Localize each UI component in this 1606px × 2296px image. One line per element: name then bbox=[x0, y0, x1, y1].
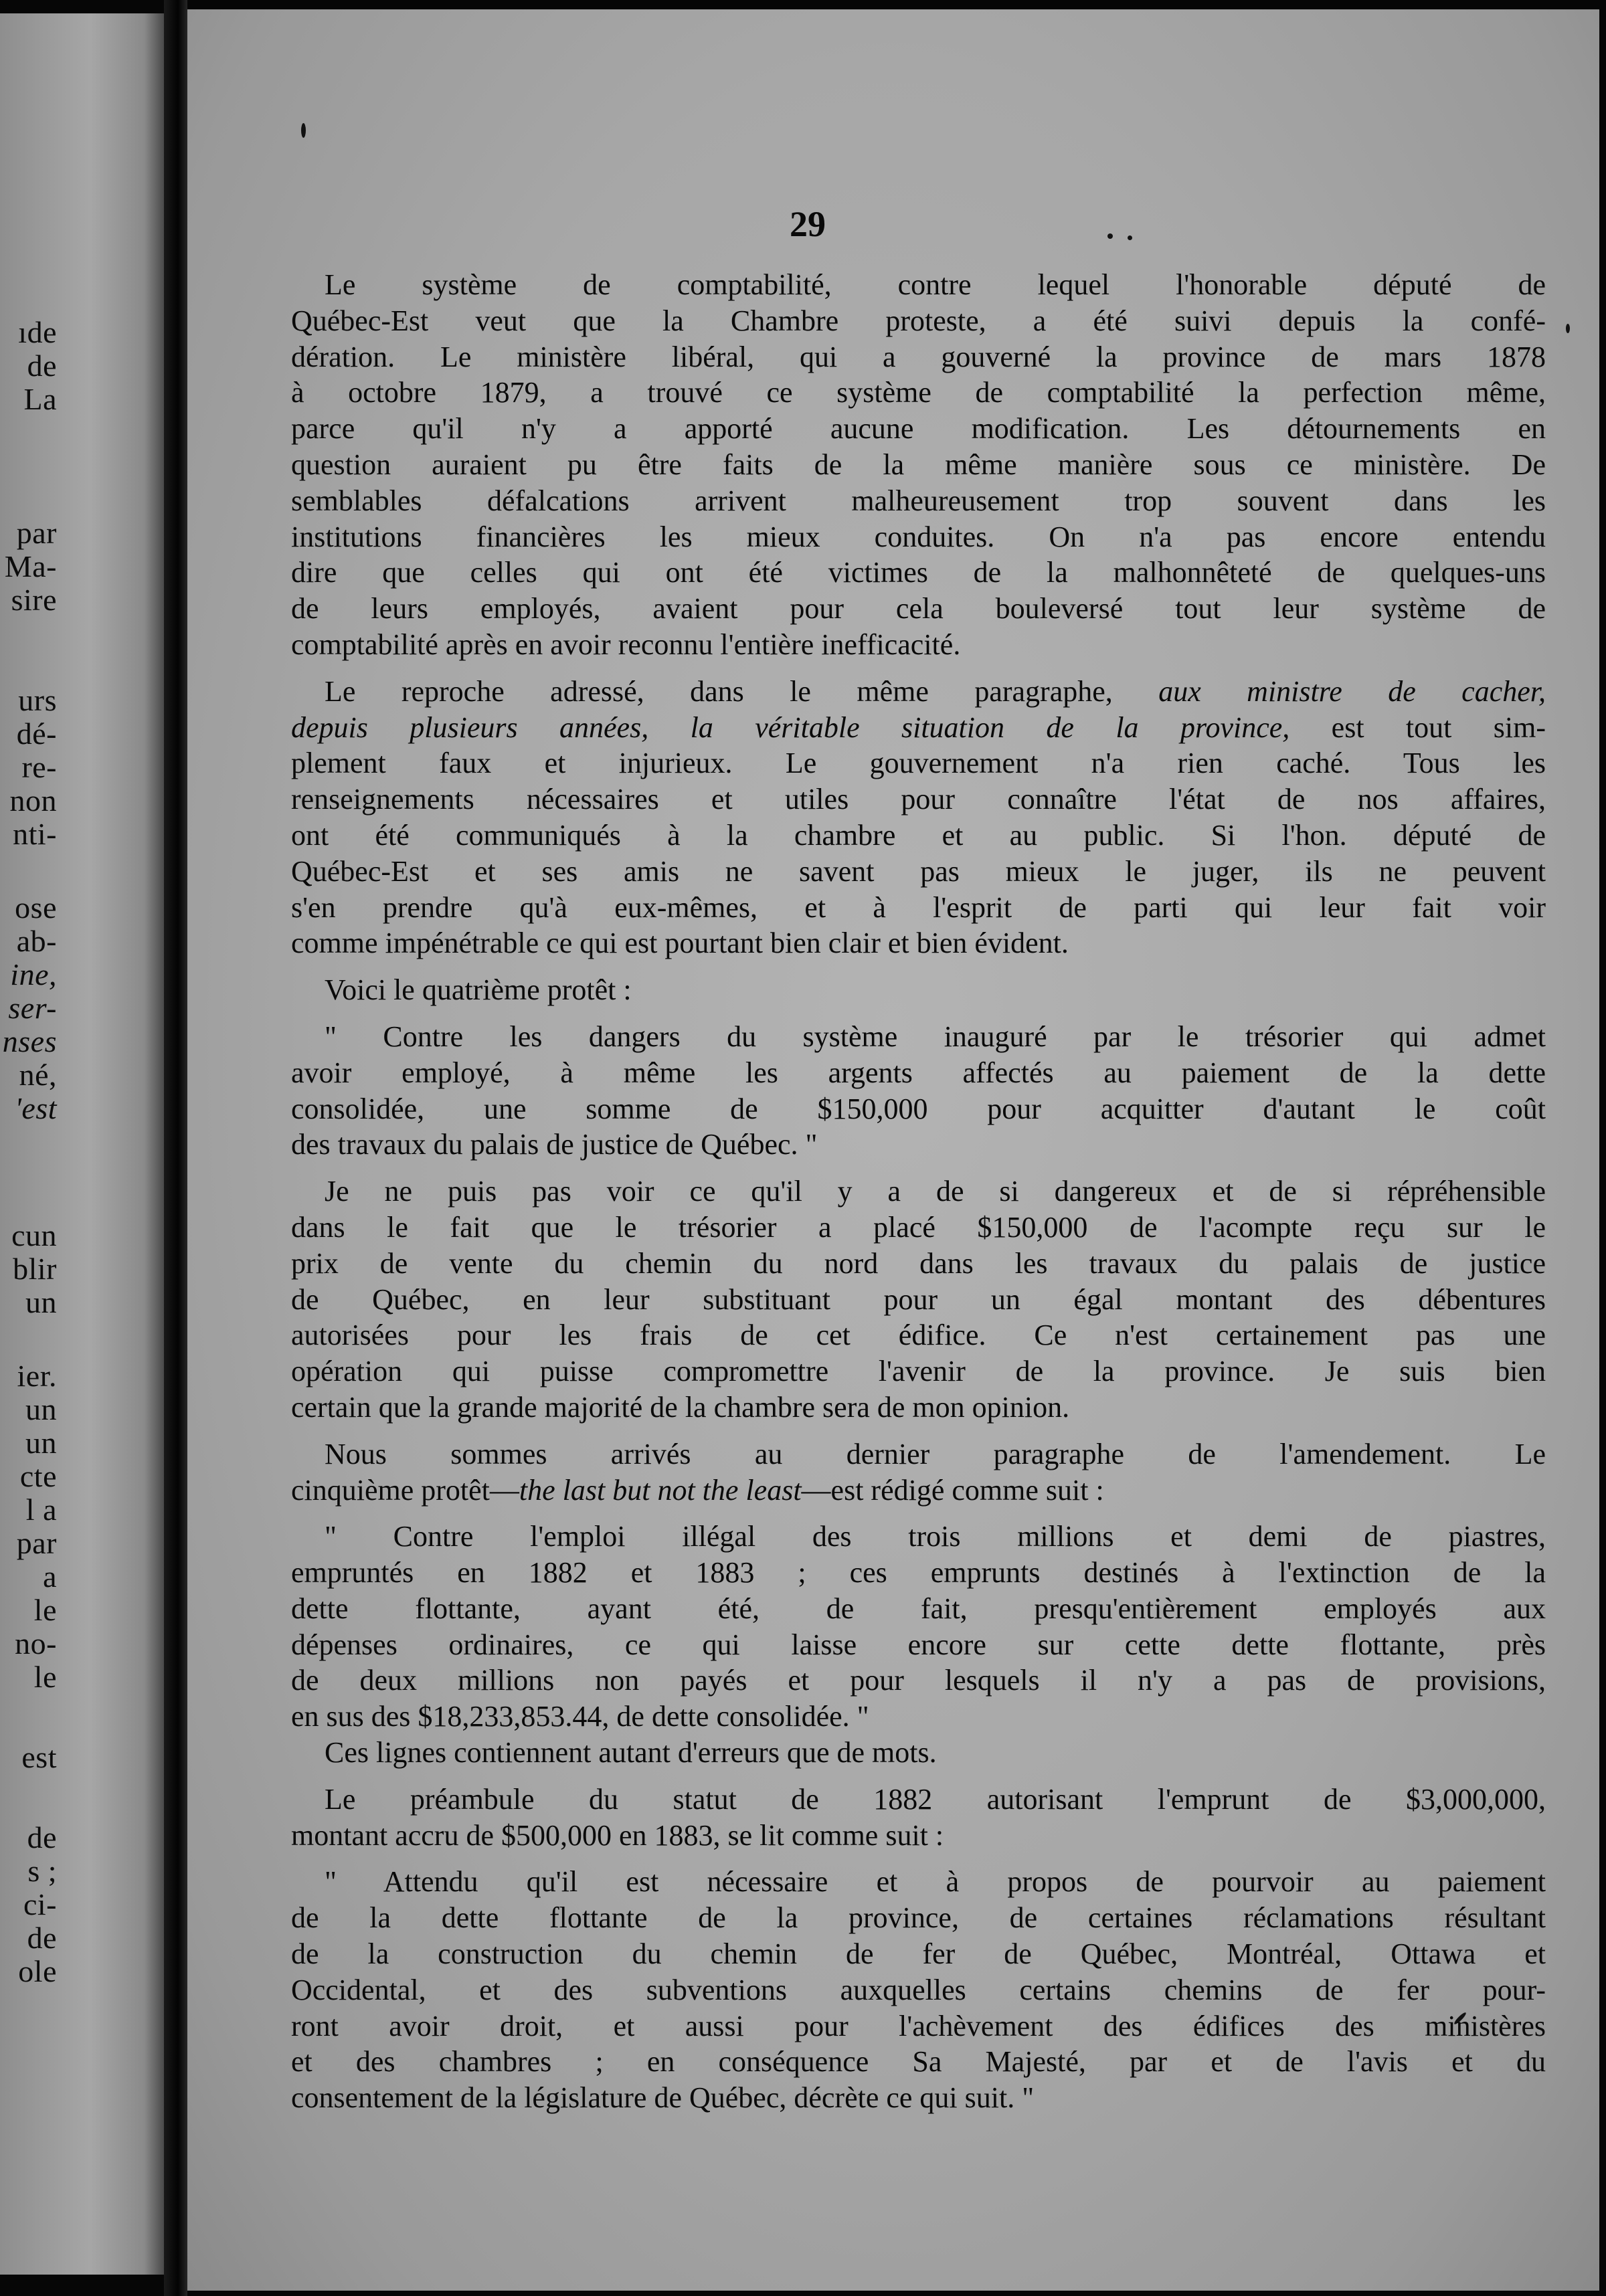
text-line: dans le fait que le trésorier a placé $150,000 de l'acompte reçu sur le bbox=[291, 1210, 1546, 1244]
text-line: " Contre l'emploi illégal des trois millions et demi de piastres, bbox=[325, 1520, 1546, 1553]
text-line: et des chambres ; en conséquence Sa Majesté, par et de l'avis et du bbox=[291, 2045, 1546, 2079]
left-page-fragment: cun bbox=[11, 1218, 57, 1252]
text-line: consentement de la législature de Québec, décrète ce qui suit. " bbox=[291, 2081, 1035, 2115]
text-line: " Contre les dangers du système inauguré par le trésorier qui admet bbox=[325, 1020, 1546, 1053]
left-page-fragment: La bbox=[23, 382, 57, 416]
left-page-fragment: un bbox=[25, 1285, 57, 1319]
text-line: ront avoir droit, et aussi pour l'achèvement des édifices des ministères bbox=[291, 2009, 1546, 2042]
text-line: Le système de comptabilité, contre lequel l'honorable député de bbox=[325, 268, 1546, 301]
page-number: 29 bbox=[790, 204, 826, 244]
left-page-fragment: nti- bbox=[13, 817, 57, 851]
left-page-fragment: de bbox=[27, 349, 57, 383]
text-line: Occidental, et des subventions auxquelles certains chemins de fer pour- bbox=[291, 1973, 1546, 2006]
speck-mark bbox=[1107, 233, 1113, 239]
text-line: Le préambule du statut de 1882 autorisant l'emprunt de $3,000,000, bbox=[325, 1782, 1546, 1816]
page-gutter bbox=[164, 0, 187, 2296]
text-line: Ces lignes contiennent autant d'erreurs que de mots. bbox=[325, 1736, 937, 1769]
left-page-fragment: l a bbox=[25, 1493, 57, 1527]
text-line: montant accru de $500,000 en 1883, se lit comme suit : bbox=[291, 1818, 944, 1852]
text-line: institutions financières les mieux conduites. On n'a pas encore entendu bbox=[291, 520, 1546, 553]
text-line: ont été communiqués à la chambre et au public. Si l'hon. député de bbox=[291, 818, 1546, 852]
left-page-fragment: né, bbox=[19, 1058, 57, 1092]
left-page-fragment: ci- bbox=[23, 1887, 57, 1921]
text-line bbox=[291, 1472, 1546, 1509]
text-line: dépenses ordinaires, ce qui laisse encore sur cette dette flottante, près bbox=[291, 1628, 1546, 1661]
main-page bbox=[187, 9, 1599, 2291]
left-page-fragment: a bbox=[43, 1559, 57, 1594]
text-span: Le reproche adressé, dans le même paragraphe, bbox=[325, 674, 1159, 708]
text-line: Québec-Est et ses amis ne savent pas mieux le juger, ils ne peuvent bbox=[291, 854, 1546, 888]
left-page-fragment: ine, bbox=[10, 957, 57, 991]
left-page-fragment: no- bbox=[15, 1626, 57, 1660]
text-line: de leurs employés, avaient pour cela bouleversé tout leur système de bbox=[291, 592, 1546, 626]
text-line bbox=[291, 710, 1546, 746]
left-page-fragment: par bbox=[16, 1526, 57, 1560]
left-page-fragment: ser- bbox=[8, 991, 57, 1025]
left-page-fragment: non bbox=[9, 783, 57, 818]
left-page-fragment: le bbox=[33, 1593, 57, 1627]
italic-text-span: depuis plusieurs années, la véritable situation de la province, bbox=[291, 710, 1290, 744]
italic-text-span: aux ministre de cacher, bbox=[1158, 674, 1546, 708]
speck-mark bbox=[1566, 324, 1570, 333]
left-page-sliver bbox=[0, 13, 164, 2275]
text-line: renseignements nécessaires et utiles pour connaître l'état de nos affaires, bbox=[291, 783, 1546, 816]
left-page-fragment: ose bbox=[15, 890, 57, 925]
text-span: —est rédigé comme suit : bbox=[801, 1473, 1104, 1507]
left-page-fragment: Ma- bbox=[4, 549, 57, 583]
text-line: question auraient pu être faits de la même manière sous ce ministère. De bbox=[291, 448, 1546, 481]
text-line: consolidée, une somme de $150,000 pour acquitter d'autant le coût bbox=[291, 1092, 1546, 1125]
speck-mark bbox=[301, 123, 306, 138]
left-page-fragment: est bbox=[21, 1740, 57, 1774]
body-text bbox=[291, 267, 1546, 2116]
speck-mark bbox=[1128, 235, 1132, 240]
left-page-fragment: de bbox=[27, 1820, 57, 1854]
left-page-fragment: un bbox=[25, 1392, 57, 1426]
text-line: de la construction du chemin de fer de Québec, Montréal, Ottawa et bbox=[291, 1937, 1546, 1971]
text-line: empruntés en 1882 et 1883 ; ces emprunts destinés à l'extinction de la bbox=[291, 1556, 1546, 1590]
text-line: à octobre 1879, a trouvé ce système de comptabilité la perfection même, bbox=[291, 376, 1546, 409]
text-line: avoir employé, à même les argents affectés au paiement de la dette bbox=[291, 1056, 1546, 1089]
text-line: Nous sommes arrivés au dernier paragraphe de l'amendement. Le bbox=[325, 1437, 1546, 1470]
left-page-fragment: ıde bbox=[18, 315, 57, 349]
left-page-fragment: par bbox=[16, 516, 57, 550]
left-page-fragment: urs bbox=[18, 683, 57, 717]
text-line: Je ne puis pas voir ce qu'il y a de si dangereux et de si répréhensible bbox=[325, 1175, 1546, 1208]
left-page-fragment: sire bbox=[11, 583, 57, 617]
left-page-fragment: cte bbox=[19, 1459, 57, 1493]
text-line: dération. Le ministère libéral, qui a gouverné la province de mars 1878 bbox=[291, 340, 1546, 373]
left-page-fragment: ab- bbox=[16, 924, 57, 958]
text-line: certain que la grande majorité de la chambre sera de mon opinion. bbox=[291, 1390, 1070, 1424]
text-line bbox=[291, 674, 1546, 710]
text-line: dette flottante, ayant été, de fait, presqu'entièrement employés aux bbox=[291, 1592, 1546, 1625]
text-line: s'en prendre qu'à eux-mêmes, et à l'esprit de parti qui leur fait voir bbox=[291, 890, 1546, 924]
left-page-fragment: nses bbox=[2, 1024, 57, 1058]
left-page-fragment: ier. bbox=[17, 1359, 57, 1393]
text-line: comme impénétrable ce qui est pourtant bien clair et bien évident. bbox=[291, 927, 1069, 960]
left-page-fragment: 'est bbox=[15, 1091, 57, 1125]
text-line: autorisées pour les frais de cet édifice. Ce n'est certainement pas une bbox=[291, 1319, 1546, 1352]
text-line: de Québec, en leur substituant pour un égal montant des débentures bbox=[291, 1282, 1546, 1316]
text-line: comptabilité après en avoir reconnu l'entière inefficacité. bbox=[291, 628, 961, 661]
text-line: semblables défalcations arrivent malheureusement trop souvent dans les bbox=[291, 484, 1546, 517]
text-line: dire que celles qui ont été victimes de la malhonnêteté de quelques-uns bbox=[291, 556, 1546, 589]
text-line: prix de vente du chemin du nord dans les travaux du palais de justice bbox=[291, 1246, 1546, 1280]
text-line: Voici le quatrième protêt : bbox=[325, 973, 632, 1007]
text-line: de la dette flottante de la province, de certaines réclamations résultant bbox=[291, 1901, 1546, 1935]
text-span: cinquième protêt— bbox=[291, 1473, 519, 1507]
left-page-fragment: dé- bbox=[16, 716, 57, 751]
text-line: parce qu'il n'y a apporté aucune modification. Les détournements en bbox=[291, 412, 1546, 446]
text-line: Québec-Est veut que la Chambre proteste, a été suivi depuis la confé- bbox=[291, 304, 1546, 337]
left-page-fragment: le bbox=[33, 1660, 57, 1694]
left-page-fragment: s ; bbox=[27, 1854, 57, 1888]
text-line: de deux millions non payés et pour lesquels il n'y a pas de provisions, bbox=[291, 1664, 1546, 1697]
text-line: " Attendu qu'il est nécessaire et à propos de pourvoir au paiement bbox=[325, 1865, 1546, 1899]
text-line: des travaux du palais de justice de Québec. " bbox=[291, 1128, 818, 1161]
text-line: plement faux et injurieux. Le gouvernement n'a rien caché. Tous les bbox=[291, 747, 1546, 780]
italic-text-span: the last but not the least bbox=[519, 1473, 802, 1507]
text-span: est tout sim- bbox=[1289, 710, 1546, 744]
left-page-fragment: de bbox=[27, 1921, 57, 1955]
left-page-fragment: blir bbox=[13, 1252, 57, 1286]
text-line: en sus des $18,233,853.44, de dette consolidée. " bbox=[291, 1700, 869, 1733]
left-page-fragment: un bbox=[25, 1426, 57, 1460]
left-page-fragment: ole bbox=[18, 1954, 57, 1988]
left-page-fragment: re- bbox=[21, 750, 57, 784]
text-line: opération qui puisse compromettre l'avenir de la province. Je suis bien bbox=[291, 1355, 1546, 1388]
